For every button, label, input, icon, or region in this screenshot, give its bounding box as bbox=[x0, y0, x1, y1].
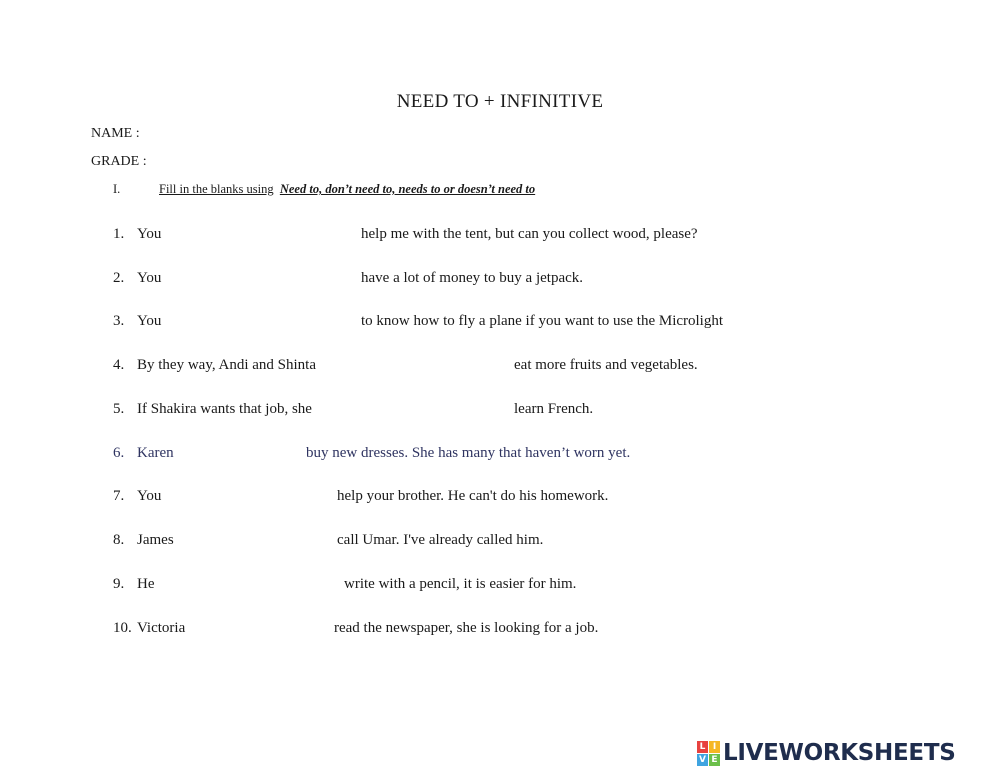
question-part-a: You bbox=[137, 313, 162, 329]
question-number: 8. bbox=[113, 532, 125, 548]
grade-field-label: GRADE : bbox=[91, 154, 147, 169]
question-number: 2. bbox=[113, 270, 125, 286]
logo-text: LIVEWORKSHEETS bbox=[723, 740, 956, 766]
question-number: 9. bbox=[113, 576, 125, 592]
question-part-a: By they way, Andi and Shinta bbox=[137, 357, 317, 373]
logo-block: E bbox=[709, 754, 720, 766]
question-part-a: He bbox=[137, 576, 155, 592]
instruction-numeral: I. bbox=[113, 182, 121, 196]
question-number: 5. bbox=[113, 401, 125, 417]
question-part-b: to know how to fly a plane if you want to use the Microlight bbox=[361, 313, 724, 329]
logo-block: I bbox=[709, 741, 720, 753]
question-number: 10. bbox=[113, 620, 132, 636]
question-number: 4. bbox=[113, 357, 125, 373]
question-part-a: Victoria bbox=[137, 620, 186, 636]
logo-block: L bbox=[697, 741, 708, 753]
question-part-a: Karen bbox=[137, 445, 174, 461]
logo-blocks-icon bbox=[697, 741, 720, 766]
question-part-b: have a lot of money to buy a jetpack. bbox=[361, 270, 584, 286]
question-part-a: James bbox=[137, 532, 174, 548]
question-part-b: help me with the tent, but can you collect wood, please? bbox=[361, 226, 698, 242]
question-part-b: eat more fruits and vegetables. bbox=[514, 357, 698, 373]
question-part-b: buy new dresses. She has many that haven’t worn yet. bbox=[306, 445, 631, 461]
question-number: 6. bbox=[113, 445, 125, 461]
question-part-a: If Shakira wants that job, she bbox=[137, 401, 312, 417]
question-part-b: read the newspaper, she is looking for a job. bbox=[334, 620, 599, 636]
instruction bbox=[113, 182, 535, 197]
question-part-b: learn French. bbox=[514, 401, 594, 417]
name-field-label: NAME : bbox=[91, 126, 140, 141]
question-part-a: You bbox=[137, 488, 162, 504]
page-title: NEED TO + INFINITIVE bbox=[396, 91, 604, 112]
question-part-b: help your brother. He can't do his homework. bbox=[337, 488, 609, 504]
question-number: 7. bbox=[113, 488, 125, 504]
question-part-a: You bbox=[137, 226, 162, 242]
liveworksheets-logo bbox=[697, 737, 955, 769]
question-part-a: You bbox=[137, 270, 162, 286]
instruction-lead: Fill in the blanks using bbox=[159, 182, 274, 196]
instruction-emphasis: Need to, don’t need to, needs to or doesn’t need to bbox=[279, 182, 536, 196]
question-part-b: write with a pencil, it is easier for him. bbox=[344, 576, 577, 592]
question-part-b: call Umar. I've already called him. bbox=[337, 532, 544, 548]
question-number: 3. bbox=[113, 313, 125, 329]
logo-block: V bbox=[697, 754, 708, 766]
question-number: 1. bbox=[113, 226, 125, 242]
